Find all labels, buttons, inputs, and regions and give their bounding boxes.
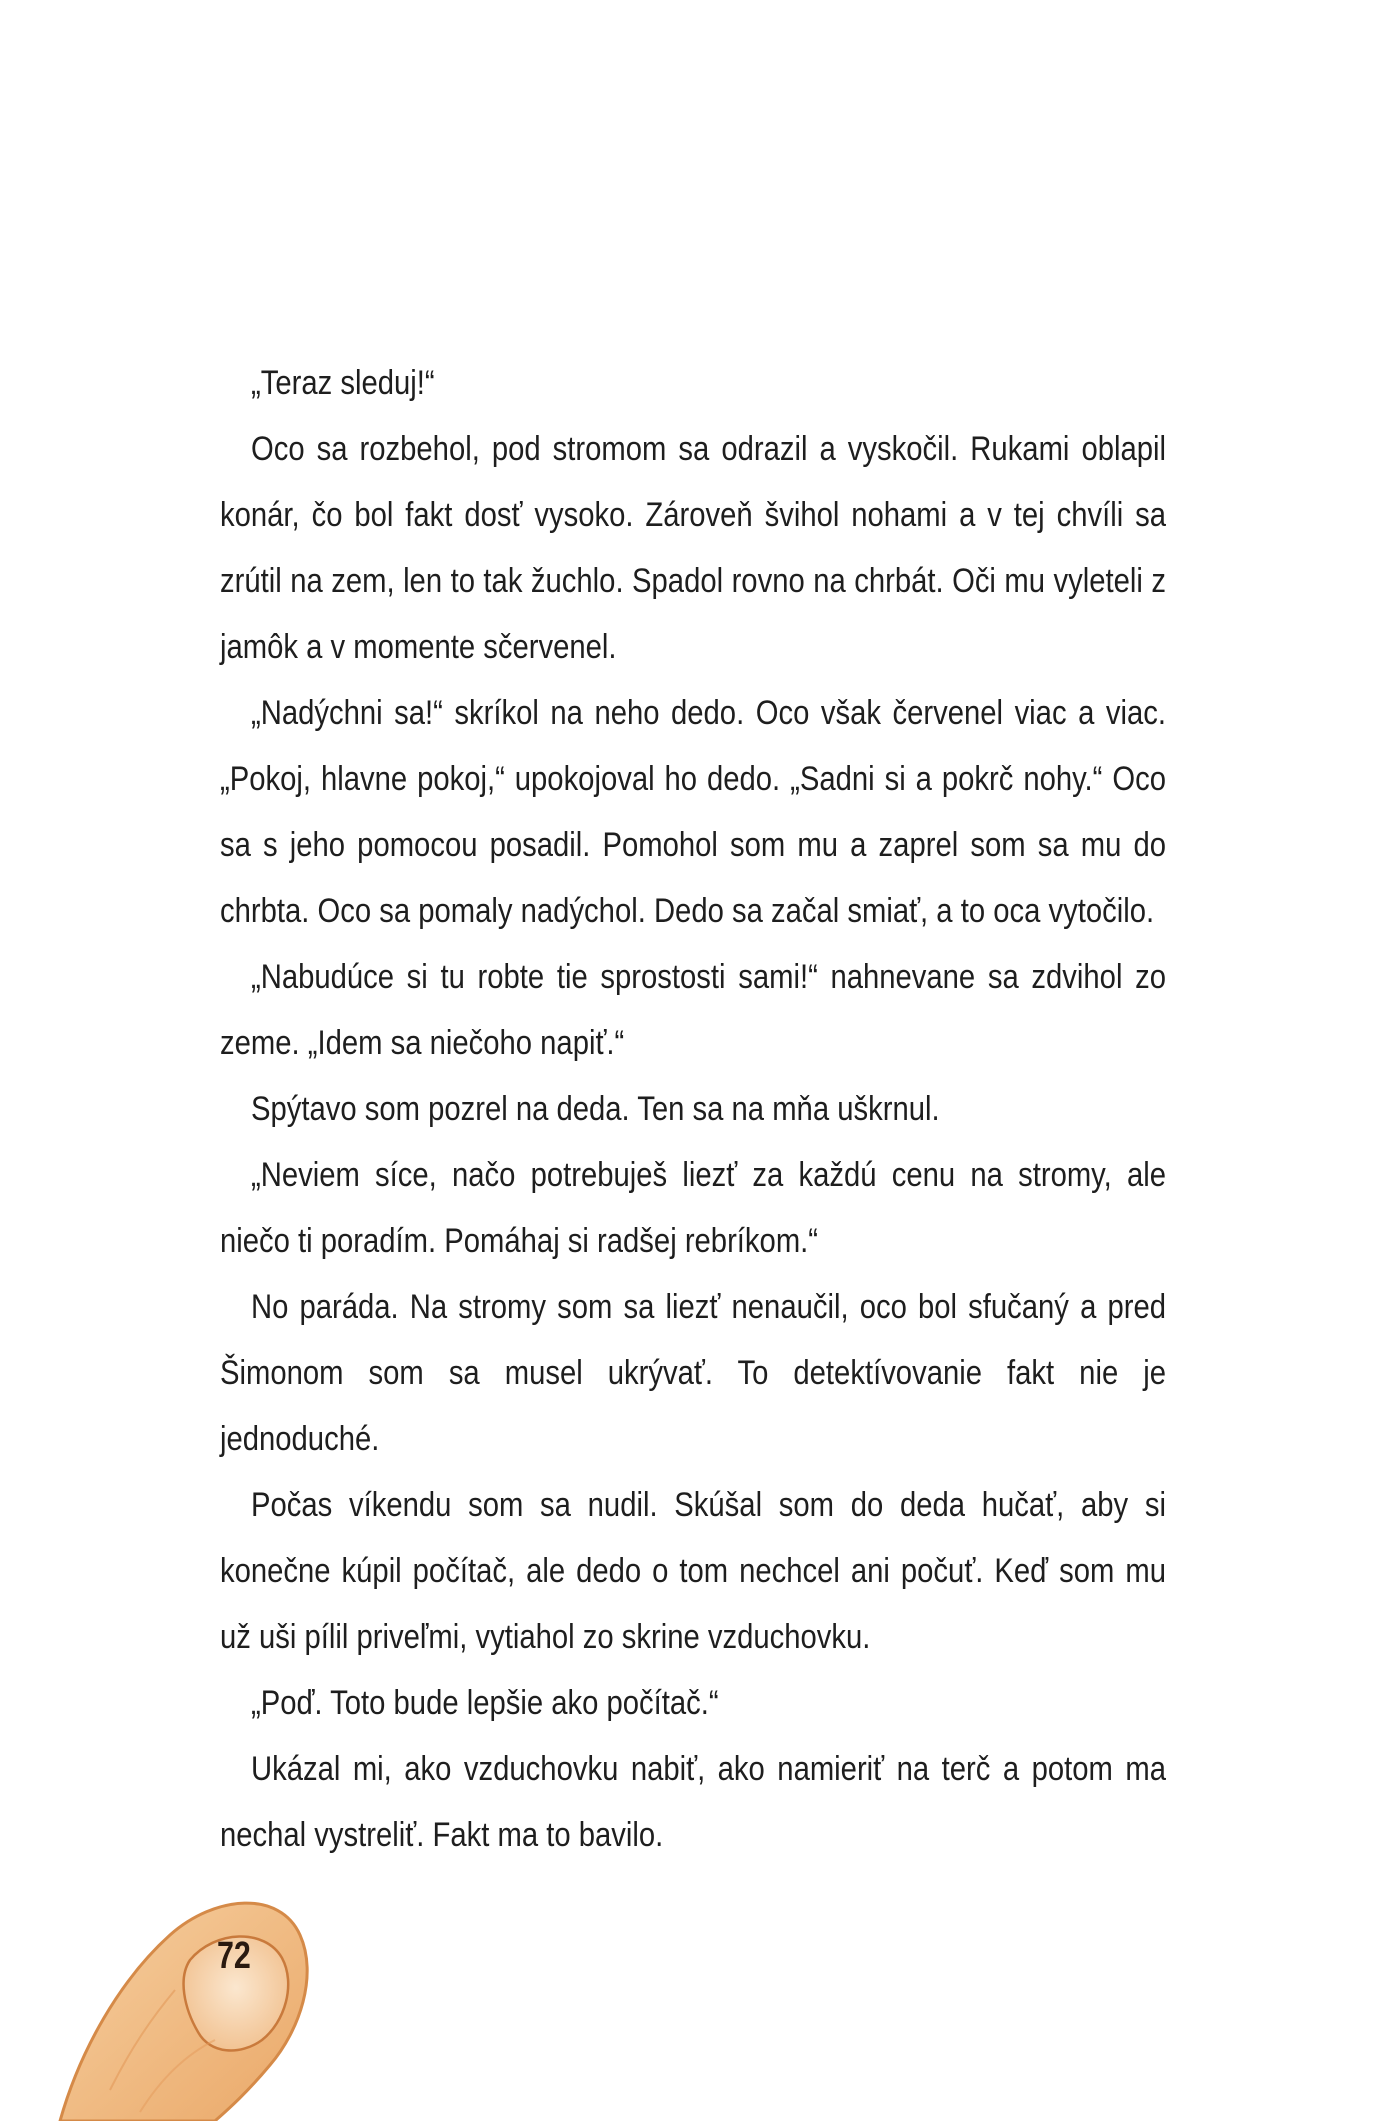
paragraph-2: Oco sa rozbehol, pod stromom sa odrazil a vyskočil. Rukami oblapil konár, čo bol fakt dosť vysoko. Zároveň švihol nohami a v tej chvíli sa zrútil na zem, len to tak žuchlo. Spadol rovno na chrbát. Oči mu vyleteli z jamôk a v momente sčervenel.	[220, 430, 1166, 666]
paragraph-10: Ukázal mi, ako vzduchovku nabiť, ako namieriť na terč a potom ma nechal vystreliť. Fakt ma to bavilo.	[220, 1750, 1166, 1854]
paragraph-5: Spýtavo som pozrel na deda. Ten sa na mňa uškrnul.	[250, 1090, 940, 1128]
body-text	[220, 350, 1166, 1868]
paragraph-6: „Neviem síce, načo potrebuješ liezť za každú cenu na stromy, ale niečo ti poradím. Pomáhaj si radšej rebríkom.“	[220, 1156, 1166, 1260]
paragraph-9: „Poď. Toto bude lepšie ako počítač.“	[250, 1684, 719, 1722]
paragraph-7: No paráda. Na stromy som sa liezť nenaučil, oco bol sfučaný a pred Šimonom som sa musel ukrývať. To detektívovanie fakt nie je jednoduché.	[220, 1288, 1166, 1458]
paragraph-1: „Teraz sleduj!“	[250, 364, 435, 402]
paragraph-3: „Nadýchni sa!“ skríkol na neho dedo. Oco však červenel viac a viac. „Pokoj, hlavne pokoj,“ upokojoval ho dedo. „Sadni si a pokrč nohy.“ Oco sa s jeho pomocou posadil. Pomohol som mu a zaprel som sa mu do chrbta. Oco sa pomaly nadýchol. Dedo sa začal smiať, a to oca vytočilo.	[220, 694, 1166, 930]
page-number: 72	[217, 1935, 251, 1977]
paragraph-4: „Nabudúce si tu robte tie sprostosti sami!“ nahnevane sa zdvihol zo zeme. „Idem sa niečoho napiť.“	[220, 958, 1166, 1062]
thumb-icon	[0, 1850, 340, 2121]
paragraph-8: Počas víkendu som sa nudil. Skúšal som do deda hučať, aby si konečne kúpil počítač, ale dedo o tom nechcel ani počuť. Keď som mu už uši pílil priveľmi, vytiahol zo skrine vzduchovku.	[220, 1486, 1166, 1656]
